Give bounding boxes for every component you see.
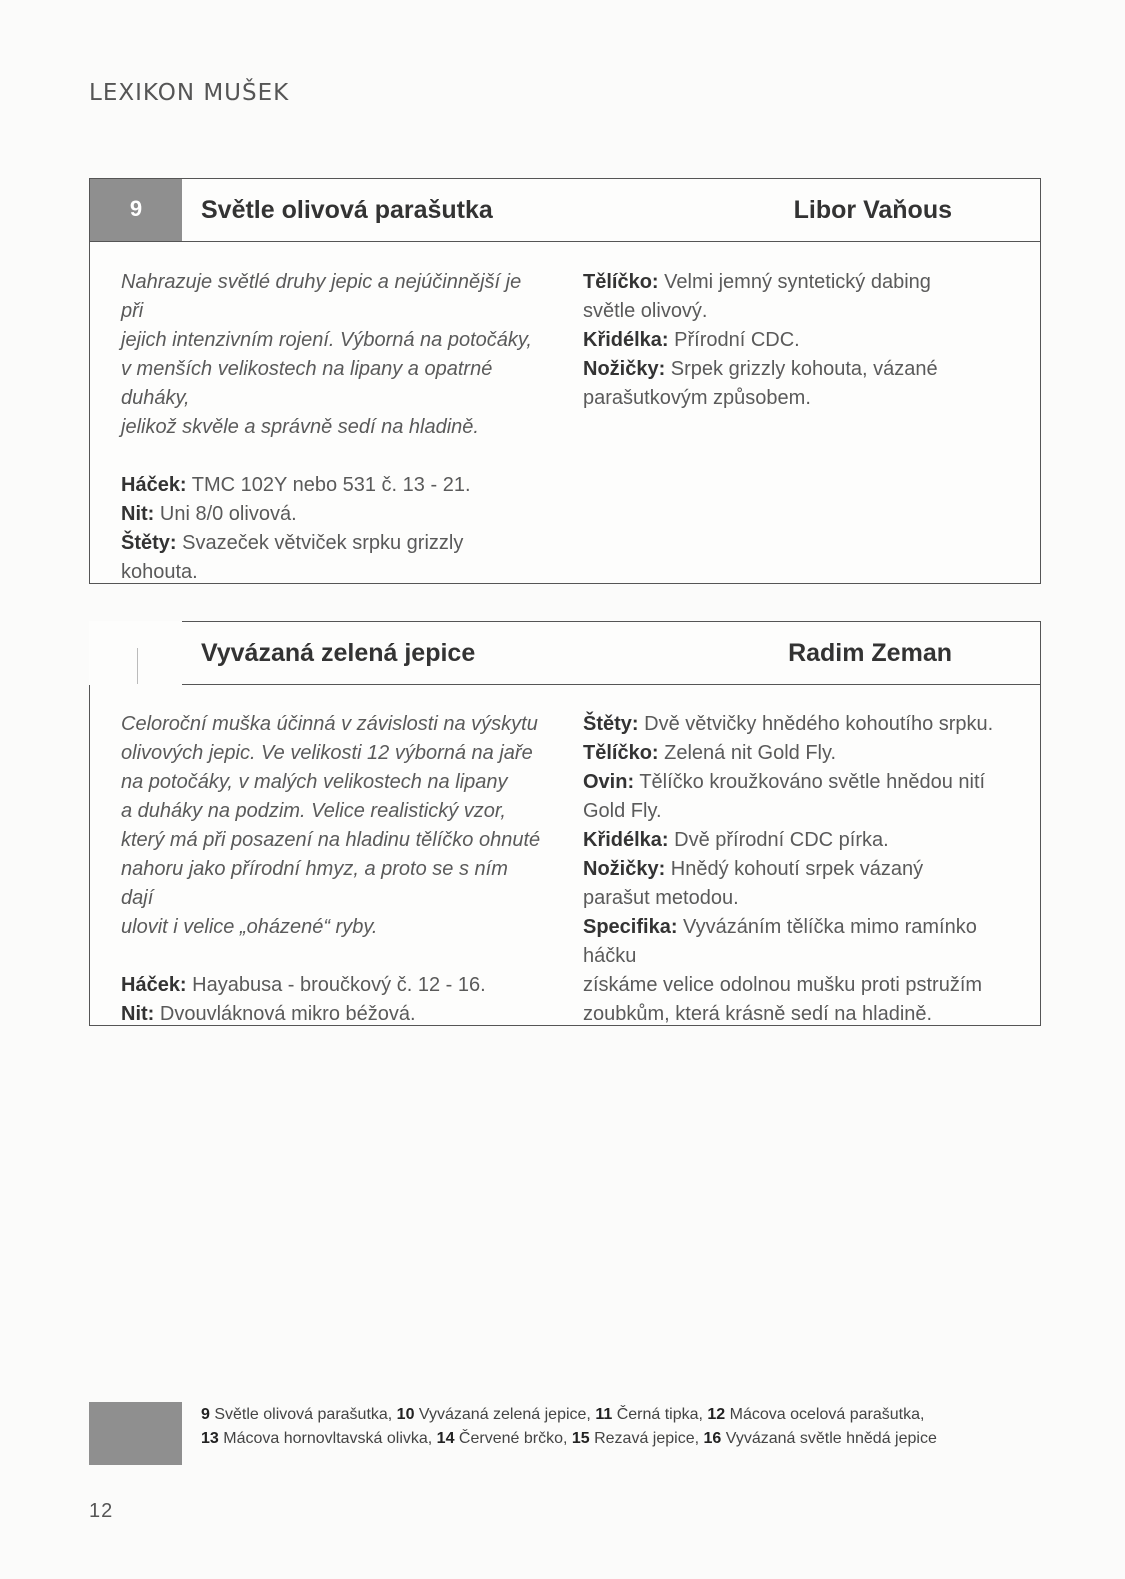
intro-line: na potočáky, v malých velikostech na lipany [121,771,508,793]
card-title: Světle olivová parašutka [201,196,493,224]
running-header: LEXIKON MUŠEK [89,80,290,106]
card-number: 9 [129,196,143,221]
spec-line: Gold Fly. [583,800,662,822]
spec-line: Štěty: Svazeček větviček srpku grizzly kohouta. [121,532,464,583]
spec-line: Nožičky: Srpek grizzly kohouta, vázané [583,358,938,380]
spec-line: Nit: Uni 8/0 olivová. [121,503,297,525]
number-box [90,179,182,241]
photo-caption [201,1403,1061,1451]
spec-line: parašut metodou. [583,887,739,909]
spec-line: Háček: TMC 102Y nebo 531 č. 13 - 21. [121,474,471,496]
right-column [583,710,1023,1029]
card-author: Radim Zeman [788,639,952,667]
fly-card-10 [89,621,1041,1026]
spec-line: Tělíčko: Velmi jemný syntetický dabing [583,271,931,293]
spec-line: Nožičky: Hnědý kohoutí srpek vázaný [583,858,924,880]
card-header [90,622,1040,684]
spec-line: Křidélka: Přírodní CDC. [583,329,800,351]
intro-line: nahoru jako přírodní hmyz, a proto se s ním dají [121,858,508,909]
card-title: Vyvázaná zelená jepice [201,639,476,667]
intro-line: ulovit i velice „oházené“ ryby. [121,916,378,938]
spec-line: získáme velice odolnou mušku proti pstružím [583,974,983,996]
spec-line: Křidélka: Dvě přírodní CDC pírka. [583,829,889,851]
number-box-blank [89,621,182,685]
spec-line: Specifika: Vyvázáním tělíčka mimo ramínko háčku [583,916,977,967]
intro-line: jejich intenzivním rojení. Výborná na potočáky, [121,329,532,351]
spec-line: Tělíčko: Zelená nit Gold Fly. [583,742,837,764]
card-header [90,179,1040,242]
caption-line-2: 13 Mácova hornovltavská olivka, 14 Červené brčko, 15 Rezavá jepice, 16 Vyvázaná světle hnědá jepice [201,1430,937,1447]
spec-line: Ovin: Tělíčko kroužkováno světle hnědou nití [583,771,986,793]
intro-text [121,268,541,442]
left-column [121,710,541,1029]
intro-line: Nahrazuje světlé druhy jepic a nejúčinnější je při [121,271,522,322]
intro-line: v menších velikostech na lipany a opatrné duháky, [121,358,493,409]
spec-line: Háček: Hayabusa - broučkový č. 12 - 16. [121,974,486,996]
caption-box [89,1402,182,1465]
intro-line: který má při posazení na hladinu tělíčko ohnuté [121,829,541,851]
right-column [583,268,1023,413]
spec-line: parašutkovým způsobem. [583,387,811,409]
left-column [121,268,541,587]
intro-line: olivových jepic. Ve velikosti 12 výborná na jaře [121,742,533,764]
intro-line: jelikož skvěle a správně sedí na hladině. [121,416,479,438]
intro-line: Celoroční muška účinná v závislosti na výskytu [121,713,538,735]
card-author: Libor Vaňous [793,196,952,224]
spec-line: Štěty: Dvě větvičky hnědého kohoutího srpku. [583,713,994,735]
intro-line: a duháky na podzim. Velice realistický vzor, [121,800,506,822]
spec-line: zoubkům, která krásně sedí na hladině. [583,1003,933,1025]
spec-line: Nit: Dvouvláknová mikro béžová. [121,1003,416,1025]
fly-card-9 [89,178,1041,584]
intro-text [121,710,541,942]
page-number: 12 [89,1500,114,1522]
caption-line-1: 9 Světle olivová parašutka, 10 Vyvázaná zelená jepice, 11 Černá tipka, 12 Mácova ocelová parašutka, [201,1406,925,1423]
spec-line: světle olivový. [583,300,708,322]
